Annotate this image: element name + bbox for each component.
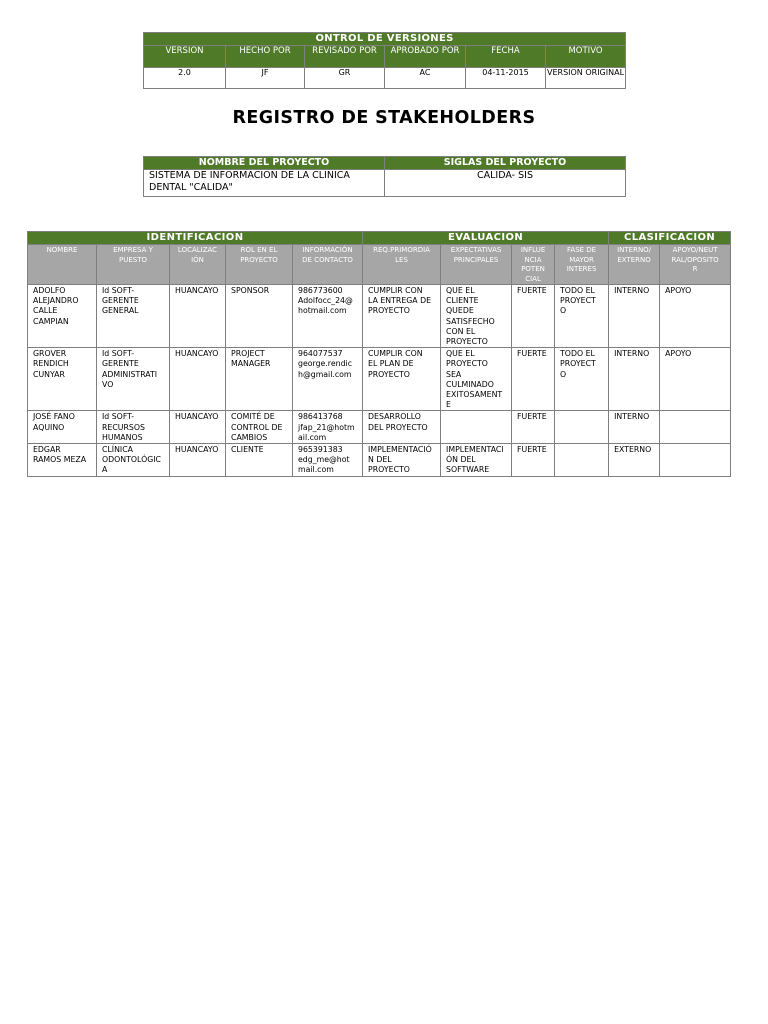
cell-line: h@gmail.com xyxy=(298,369,352,379)
cell-line: hotmail.com xyxy=(298,306,347,316)
internal-external-cell xyxy=(609,348,660,411)
internal-external-column-header xyxy=(609,245,660,285)
main-expectations-cell xyxy=(441,444,512,477)
potential-influence-cell xyxy=(512,285,555,348)
internal-external-cell xyxy=(609,444,660,477)
column-header-line: RAL/OPOSITO xyxy=(671,255,719,264)
cell-line: FUERTE xyxy=(517,412,547,422)
company-position-cell xyxy=(97,285,170,348)
cell-line: GROVER xyxy=(33,349,67,359)
cell-line: AQUINO xyxy=(33,422,65,432)
location-column-header xyxy=(170,245,226,285)
stakeholder-table xyxy=(27,231,731,477)
key-requirements-cell xyxy=(363,411,441,444)
company-position-cell xyxy=(97,444,170,477)
location-cell xyxy=(170,411,226,444)
project-role-cell xyxy=(226,348,293,411)
key-requirements-cell xyxy=(363,285,441,348)
cell-line: TODO EL xyxy=(560,349,595,359)
column-header-line: FASE DE xyxy=(567,246,597,254)
cell-line: george.rendic xyxy=(298,359,352,369)
column-header-line: EXPECTATIVAS xyxy=(450,246,502,254)
project-name-line: SISTEMA DE INFORMACION DE LA CLINICA xyxy=(149,170,350,181)
interest-phase-cell xyxy=(555,285,609,348)
cell-line: CUMPLIR CON xyxy=(368,349,423,359)
cell-line: FUERTE xyxy=(517,445,547,455)
reviewed-by-value: GR xyxy=(305,68,385,89)
cell-line: RAMOS MEZA xyxy=(33,455,87,465)
approved-by-value: AC xyxy=(385,68,466,89)
company-position-cell xyxy=(97,348,170,411)
stakeholder-rows xyxy=(28,285,731,477)
column-header-line: NCIA xyxy=(524,255,542,264)
support-stance-cell xyxy=(660,348,731,411)
project-acronym-header: SIGLAS DEL PROYECTO xyxy=(385,157,626,170)
project-role-cell xyxy=(226,444,293,477)
reviewed-by-header: REVISADO POR xyxy=(305,46,385,68)
evaluation-group-header: EVALUACION xyxy=(363,232,609,245)
cell-line: EXTERNO xyxy=(614,445,652,455)
cell-line: ail.com xyxy=(298,432,327,442)
key-requirements-cell xyxy=(363,348,441,411)
key-requirements-cell xyxy=(363,444,441,477)
cell-line: CON EL xyxy=(446,326,476,336)
column-header-line: INTERNO/ xyxy=(617,246,652,254)
cell-line: PROYECTO xyxy=(446,337,488,347)
cell-line: ODONTOLÓGIC xyxy=(102,455,161,465)
support-stance-cell xyxy=(660,285,731,348)
column-header-line: CIAL xyxy=(525,274,541,283)
cell-line: PROYECTO xyxy=(368,306,410,316)
cell-line: SPONSOR xyxy=(231,286,270,295)
cell-line: LA ENTREGA DE xyxy=(368,296,432,306)
cell-line: N DEL xyxy=(368,455,392,465)
cell-line: EDGAR xyxy=(33,445,61,455)
cell-line: EL PLAN DE xyxy=(368,359,414,369)
main-expectations-cell xyxy=(441,411,512,444)
cell-line: ÓN DEL xyxy=(446,455,476,465)
cell-line: mail.com xyxy=(298,465,334,475)
version-control-title: ONTROL DE VERSIONES xyxy=(144,33,626,46)
main-expectations-column-header xyxy=(441,245,512,285)
cell-line: RECURSOS xyxy=(102,422,145,432)
cell-line: IMPLEMENTACI xyxy=(446,445,504,455)
version-header: VERSION xyxy=(144,46,226,68)
cell-line: jfap_21@hotm xyxy=(298,422,355,432)
cell-line: RENDICH xyxy=(33,359,69,369)
cell-line: TODO EL xyxy=(560,286,595,295)
column-header-row xyxy=(28,245,731,285)
cell-line: CLÍNICA xyxy=(102,445,133,455)
cell-line: E xyxy=(446,400,451,410)
classification-group-header: CLASIFICACION xyxy=(609,232,731,245)
cell-line: QUEDE xyxy=(446,306,474,316)
cell-line: edg_me@hot xyxy=(298,455,350,465)
cell-line: APOYO xyxy=(665,349,692,359)
project-role-column-header xyxy=(226,245,293,285)
identification-group-header: IDENTIFICACIÒN xyxy=(28,232,363,245)
interest-phase-cell xyxy=(555,348,609,411)
main-expectations-cell xyxy=(441,348,512,411)
cell-line: IMPLEMENTACIÓ xyxy=(368,445,432,455)
project-role-cell xyxy=(226,411,293,444)
location-cell xyxy=(170,444,226,477)
cell-line: COMITÉ DE xyxy=(231,412,275,422)
project-table xyxy=(143,156,626,197)
name-cell xyxy=(28,348,97,411)
cell-line: PROJECT xyxy=(231,349,265,359)
column-header-line: PROYECTO xyxy=(240,255,278,264)
cell-line: DESARROLLO xyxy=(368,412,421,422)
date-header: FECHA xyxy=(466,46,546,68)
date-value: 04-11-2015 xyxy=(466,68,546,89)
cell-line: CUMPLIR CON xyxy=(368,286,423,295)
column-header-line: DE CONTACTO xyxy=(302,255,353,264)
cell-line: Adolfocc_24@ xyxy=(298,296,353,306)
cell-line: Id SOFT- xyxy=(102,349,135,359)
column-header-line: PUESTO xyxy=(119,255,147,264)
cell-line: DEL PROYECTO xyxy=(368,422,428,432)
contact-info-cell xyxy=(293,411,363,444)
cell-line: JOSÉ FANO xyxy=(33,412,75,422)
cell-line: INTERNO xyxy=(614,349,650,359)
cell-line: HUANCAYO xyxy=(175,412,219,422)
column-header-line: R xyxy=(692,265,698,273)
potential-influence-cell xyxy=(512,411,555,444)
cell-line: O xyxy=(560,369,567,379)
key-requirements-column-header xyxy=(363,245,441,285)
cell-line: CALLE xyxy=(33,306,58,316)
cell-line: ALEJANDRO xyxy=(33,296,79,306)
cell-line: SATISFECHO xyxy=(446,316,495,326)
column-header-line: LES xyxy=(395,255,408,264)
location-cell xyxy=(170,285,226,348)
reason-header: MOTIVO xyxy=(546,46,626,68)
cell-line: CLIENTE xyxy=(231,445,264,455)
main-expectations-cell xyxy=(441,285,512,348)
cell-line: QUE EL xyxy=(446,349,475,359)
cell-line: HUANCAYO xyxy=(175,349,219,359)
column-header-line: PRINCIPALES xyxy=(453,255,499,264)
document-title: REGISTRO DE STAKEHOLDERS xyxy=(232,108,536,128)
made-by-header: HECHO POR xyxy=(226,46,305,68)
cell-line: INTERNO xyxy=(614,286,650,295)
column-header-line: INTERES xyxy=(566,265,597,273)
table-row xyxy=(28,411,731,444)
project-name-value xyxy=(144,170,385,197)
column-header-line: INFLUE xyxy=(520,246,546,254)
cell-line: SEA xyxy=(446,369,462,379)
name-column-header xyxy=(28,245,97,285)
column-header-line: NOMBRE xyxy=(46,246,78,254)
column-header-line: POTEN xyxy=(521,265,545,273)
project-acronym-value: CALIDA- SIS xyxy=(385,170,626,197)
potential-influence-column-header xyxy=(512,245,555,285)
version-value: 2.0 xyxy=(144,68,226,89)
potential-influence-cell xyxy=(512,348,555,411)
contact-info-cell xyxy=(293,348,363,411)
location-cell xyxy=(170,348,226,411)
project-role-cell xyxy=(226,285,293,348)
cell-line: PROYECTO xyxy=(446,359,488,369)
cell-line: O xyxy=(560,306,567,316)
interest-phase-column-header xyxy=(555,245,609,285)
column-header-line: EXTERNO xyxy=(617,255,651,264)
cell-line: CAMBIOS xyxy=(231,432,268,442)
cell-line: Id SOFT- xyxy=(102,412,135,422)
column-header-line: REQ.PRIMORDIA xyxy=(373,246,430,254)
column-header-line: INFORMACIÓN xyxy=(302,246,353,254)
cell-line: HUANCAYO xyxy=(175,286,219,295)
support-stance-cell xyxy=(660,444,731,477)
cell-line: GERENTE xyxy=(102,296,139,306)
cell-line: 964077537 xyxy=(298,349,343,359)
table-row xyxy=(28,444,731,477)
cell-line: Id SOFT- xyxy=(102,286,135,295)
cell-line: 986413768 xyxy=(298,412,343,422)
cell-line: CUNYAR xyxy=(33,369,65,379)
name-cell xyxy=(28,444,97,477)
cell-line: PROYECTO xyxy=(368,465,410,475)
version-control-table xyxy=(143,32,626,89)
support-stance-column-header xyxy=(660,245,731,285)
cell-line: PROYECTO xyxy=(368,369,410,379)
cell-line: APOYO xyxy=(665,286,692,295)
internal-external-cell xyxy=(609,285,660,348)
column-header-line: ROL EN EL xyxy=(240,246,278,254)
table-row xyxy=(28,285,731,348)
contact-info-column-header xyxy=(293,245,363,285)
cell-line: QUE EL xyxy=(446,286,475,295)
potential-influence-cell xyxy=(512,444,555,477)
cell-line: CAMPIAN xyxy=(33,316,69,326)
cell-line: 986773600 xyxy=(298,286,343,295)
approved-by-header: APROBADO POR xyxy=(385,46,466,68)
cell-line: A xyxy=(102,465,108,475)
company-position-column-header xyxy=(97,245,170,285)
project-name-line: DENTAL "CALIDA" xyxy=(149,182,233,193)
made-by-value: JF xyxy=(226,68,305,89)
cell-line: ADMINISTRATI xyxy=(102,369,158,379)
cell-line: FUERTE xyxy=(517,286,547,295)
cell-line: CULMINADO xyxy=(446,379,494,389)
cell-line: FUERTE xyxy=(517,349,547,359)
contact-info-cell xyxy=(293,285,363,348)
cell-line: ADOLFO xyxy=(33,286,66,295)
support-stance-cell xyxy=(660,411,731,444)
cell-line: GERENTE xyxy=(102,359,139,369)
column-header-line: LOCALIZAC xyxy=(177,246,218,254)
cell-line: PROYECT xyxy=(560,296,596,306)
interest-phase-cell xyxy=(555,411,609,444)
cell-line: INTERNO xyxy=(614,412,650,422)
cell-line: EXITOSAMENT xyxy=(446,390,503,400)
cell-line: PROYECT xyxy=(560,359,596,369)
cell-line: VO xyxy=(102,379,114,389)
contact-info-cell xyxy=(293,444,363,477)
cell-line: GENERAL xyxy=(102,306,139,316)
reason-value: VERSION ORIGINAL xyxy=(546,68,626,89)
cell-line: HUANCAYO xyxy=(175,445,219,455)
company-position-cell xyxy=(97,411,170,444)
cell-line: MANAGER xyxy=(231,359,271,369)
project-name-header: NOMBRE DEL PROYECTO xyxy=(144,157,385,170)
interest-phase-cell xyxy=(555,444,609,477)
table-row xyxy=(28,348,731,411)
cell-line: SOFTWARE xyxy=(446,465,490,475)
name-cell xyxy=(28,285,97,348)
cell-line: 965391383 xyxy=(298,445,343,455)
column-header-line: APOYO/NEUT xyxy=(672,246,718,254)
internal-external-cell xyxy=(609,411,660,444)
column-header-line: EMPRESA Y xyxy=(113,246,153,254)
cell-line: CLIENTE xyxy=(446,296,479,306)
column-header-line: MAYOR xyxy=(569,255,594,264)
name-cell xyxy=(28,411,97,444)
cell-line: HUMANOS xyxy=(102,432,143,442)
cell-line: CONTROL DE xyxy=(231,422,283,432)
column-header-line: IÓN xyxy=(191,255,204,264)
